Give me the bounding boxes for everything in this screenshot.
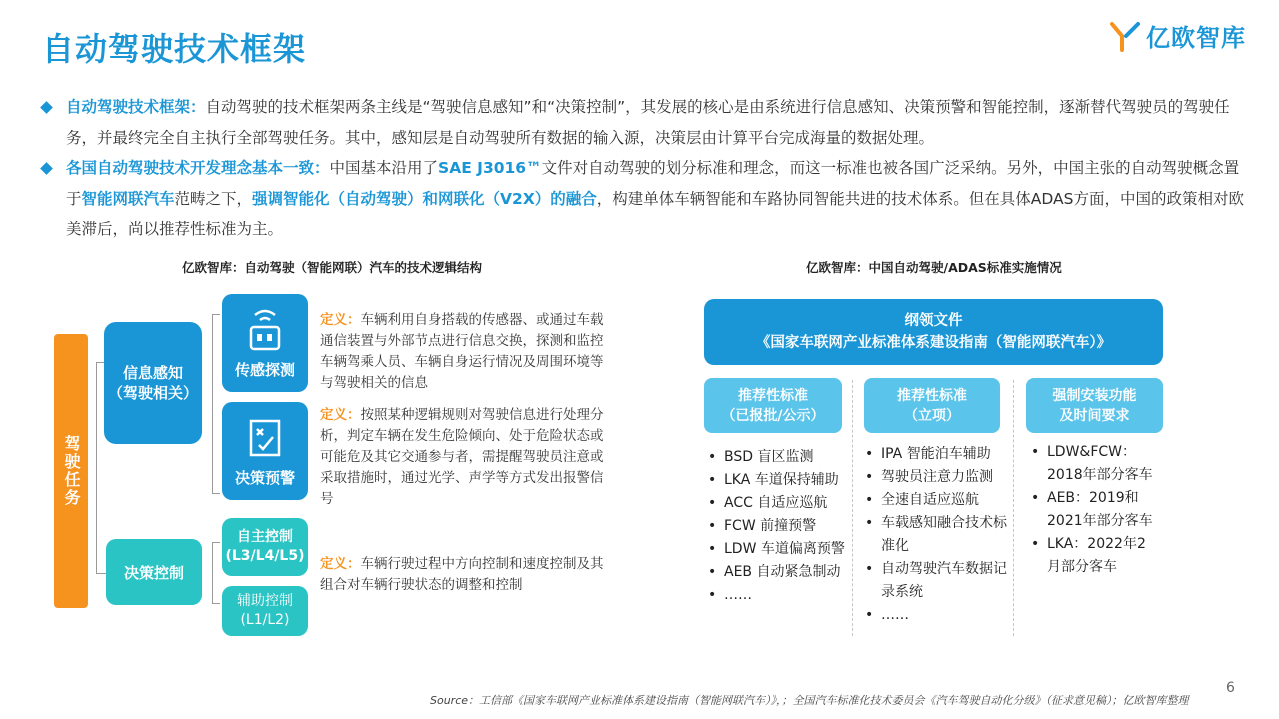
left-diagram-caption: 亿欧智库：自动驾驶（智能网联）汽车的技术逻辑结构 bbox=[182, 260, 483, 275]
list-item: • AEB 自动紧急制动 bbox=[706, 561, 852, 584]
col1-title: 推荐性标准 bbox=[738, 387, 808, 404]
list-item: • LDW 车道偏离预警 bbox=[706, 538, 852, 561]
list-item: • IPA 智能泊车辅助 bbox=[863, 443, 1009, 466]
definition-label: 定义： bbox=[320, 556, 361, 572]
column-divider bbox=[852, 380, 853, 636]
page-number: 6 bbox=[1226, 680, 1235, 696]
auto-control-title: 自主控制 bbox=[237, 529, 293, 545]
col1-header bbox=[704, 378, 842, 433]
list-item: • AEB：2019和2021年部分客车 bbox=[1029, 487, 1159, 533]
guideline-name: 《国家车联网产业标准体系建设指南（智能网联汽车）》 bbox=[755, 335, 1112, 351]
definition-label: 定义： bbox=[320, 312, 361, 328]
root-driving-task: 驾驶任务 bbox=[54, 334, 88, 608]
decision-icon bbox=[245, 415, 285, 461]
bullet-highlight: 强调智能化（自动驾驶）和网联化（V2X）的融合 bbox=[252, 189, 597, 208]
perception-subtitle: （驾驶相关） bbox=[107, 384, 198, 402]
list-item: • BSD 盲区监测 bbox=[706, 446, 852, 469]
col2-list bbox=[863, 443, 1009, 627]
col3-title: 强制安装功能 bbox=[1052, 387, 1137, 404]
bullet-highlight: 智能网联汽车 bbox=[81, 189, 175, 208]
col3-subtitle: 及时间要求 bbox=[1059, 407, 1130, 424]
right-diagram-caption: 亿欧智库：中国自动驾驶/ADAS标准实施情况 bbox=[806, 260, 1062, 275]
bullet-highlight: SAE J3016™ bbox=[438, 159, 542, 177]
intro-bullets bbox=[40, 92, 1245, 245]
assist-control-box bbox=[222, 586, 308, 636]
list-item: • 驾驶员注意力监测 bbox=[863, 466, 1009, 489]
list-item: • …… bbox=[706, 584, 852, 607]
auto-control-box bbox=[222, 518, 308, 576]
warning-box bbox=[222, 402, 308, 500]
col1-list bbox=[706, 446, 852, 607]
col3-header bbox=[1026, 378, 1163, 433]
assist-control-subtitle: (L1/L2) bbox=[240, 612, 290, 628]
page-title: 自动驾驶技术框架 bbox=[42, 30, 307, 68]
list-item: • LKA 车道保持辅助 bbox=[706, 469, 852, 492]
perception-box bbox=[104, 322, 202, 444]
sensing-box bbox=[222, 294, 308, 392]
bullet-lead: 自动驾驶技术框架： bbox=[66, 98, 206, 116]
bullet-lead: 各国自动驾驶技术开发理念基本一致： bbox=[66, 159, 330, 177]
list-item: • 全速自适应巡航 bbox=[863, 489, 1009, 512]
diamond-bullet-icon bbox=[40, 101, 53, 114]
col1-subtitle: （已报批/公示） bbox=[721, 407, 825, 424]
warning-label: 决策预警 bbox=[234, 468, 295, 487]
column-divider bbox=[1013, 380, 1014, 636]
definition-text: 车辆利用自身搭载的传感器、或通过车载通信装置与外部节点进行信息交换，探测和监控车辆驾乘人员、车辆自身运行情况及周围环境等与驾驶相关的信息 bbox=[320, 312, 604, 391]
list-item: • 自动驾驶汽车数据记录系统 bbox=[863, 558, 1009, 604]
list-item: • …… bbox=[863, 604, 1009, 627]
definition-label: 定义： bbox=[320, 407, 361, 423]
sensing-label: 传感探测 bbox=[234, 360, 295, 379]
bullet-text: 自动驾驶的技术框架两条主线是“驾驶信息感知”和“决策控制”，其发展的核心是由系统进行信息感知、决策预警和智能控制，逐渐替代驾驶员的驾驶任务，并最终完全自主执行全部驾驶任务。其中，感知层是自动驾驶所有数据的输入源，决策层由计算平台完成海量的数据处理。 bbox=[66, 98, 1230, 147]
col2-title: 推荐性标准 bbox=[897, 387, 967, 404]
list-item: • FCW 前撞预警 bbox=[706, 515, 852, 538]
logo-icon bbox=[1110, 20, 1140, 52]
list-item: • LDW&FCW：2018年部分客车 bbox=[1029, 441, 1159, 487]
assist-control-title: 辅助控制 bbox=[237, 593, 293, 609]
list-item: • LKA：2022年2月部分客车 bbox=[1029, 533, 1159, 579]
decision-control-box: 决策控制 bbox=[106, 539, 202, 605]
auto-control-subtitle: (L3/L4/L5) bbox=[225, 548, 305, 564]
definition-warning bbox=[320, 405, 616, 510]
definition-text: 按照某种逻辑规则对驾驶信息进行处理分析，判定车辆在发生危险倾向、处于危险状态或可能危及其它交通参与者，需提醒驾驶员注意或采取措施时，通过光学、声学等方式发出报警信号 bbox=[320, 407, 604, 507]
logo-text: 亿欧智库 bbox=[1146, 24, 1246, 52]
perception-bracket bbox=[212, 314, 220, 494]
diamond-bullet-icon bbox=[40, 162, 53, 175]
brand-logo bbox=[1110, 18, 1246, 53]
definition-sensing bbox=[320, 310, 616, 394]
col2-header bbox=[864, 378, 1000, 433]
guideline-box bbox=[704, 299, 1163, 365]
bullet-text: 中国基本沿用了 bbox=[329, 159, 439, 177]
list-item: • 车载感知融合技术标准化 bbox=[863, 512, 1009, 558]
sensor-icon bbox=[245, 307, 285, 353]
bullet-text: ，构建单体车辆智能和车路协同智能共进的技术体系。但在具体ADAS方面，中国的政策相对欧美滞后，尚以推荐性标准为主。 bbox=[66, 189, 1244, 238]
definition-control bbox=[320, 554, 616, 596]
list-item: • ACC 自适应巡航 bbox=[706, 492, 852, 515]
col2-subtitle: （立项） bbox=[904, 407, 960, 424]
control-bracket bbox=[212, 542, 220, 604]
bullet-framework bbox=[40, 92, 1245, 153]
guideline-title: 纲领文件 bbox=[904, 313, 963, 329]
col3-list bbox=[1029, 441, 1159, 579]
bullet-text: 范畴之下， bbox=[174, 189, 253, 208]
bullet-concepts bbox=[40, 153, 1245, 245]
bullet-text: 文件对自动驾驶的划分标准和理念，而这一标准也被各国广泛采纳。另外，中国主张的自动驾驶概念置于 bbox=[66, 159, 1240, 208]
perception-title: 信息感知 bbox=[122, 364, 183, 382]
source-note: Source：工信部《国家车联网产业标准体系建设指南（智能网联汽车）》，；全国汽车标准化技术委员会《汽车驾驶自动化分级》（征求意见稿）；亿欧智库整理 bbox=[430, 694, 1189, 707]
definition-text: 车辆行驶过程中方向控制和速度控制及其组合对车辆行驶状态的调整和控制 bbox=[320, 556, 604, 593]
